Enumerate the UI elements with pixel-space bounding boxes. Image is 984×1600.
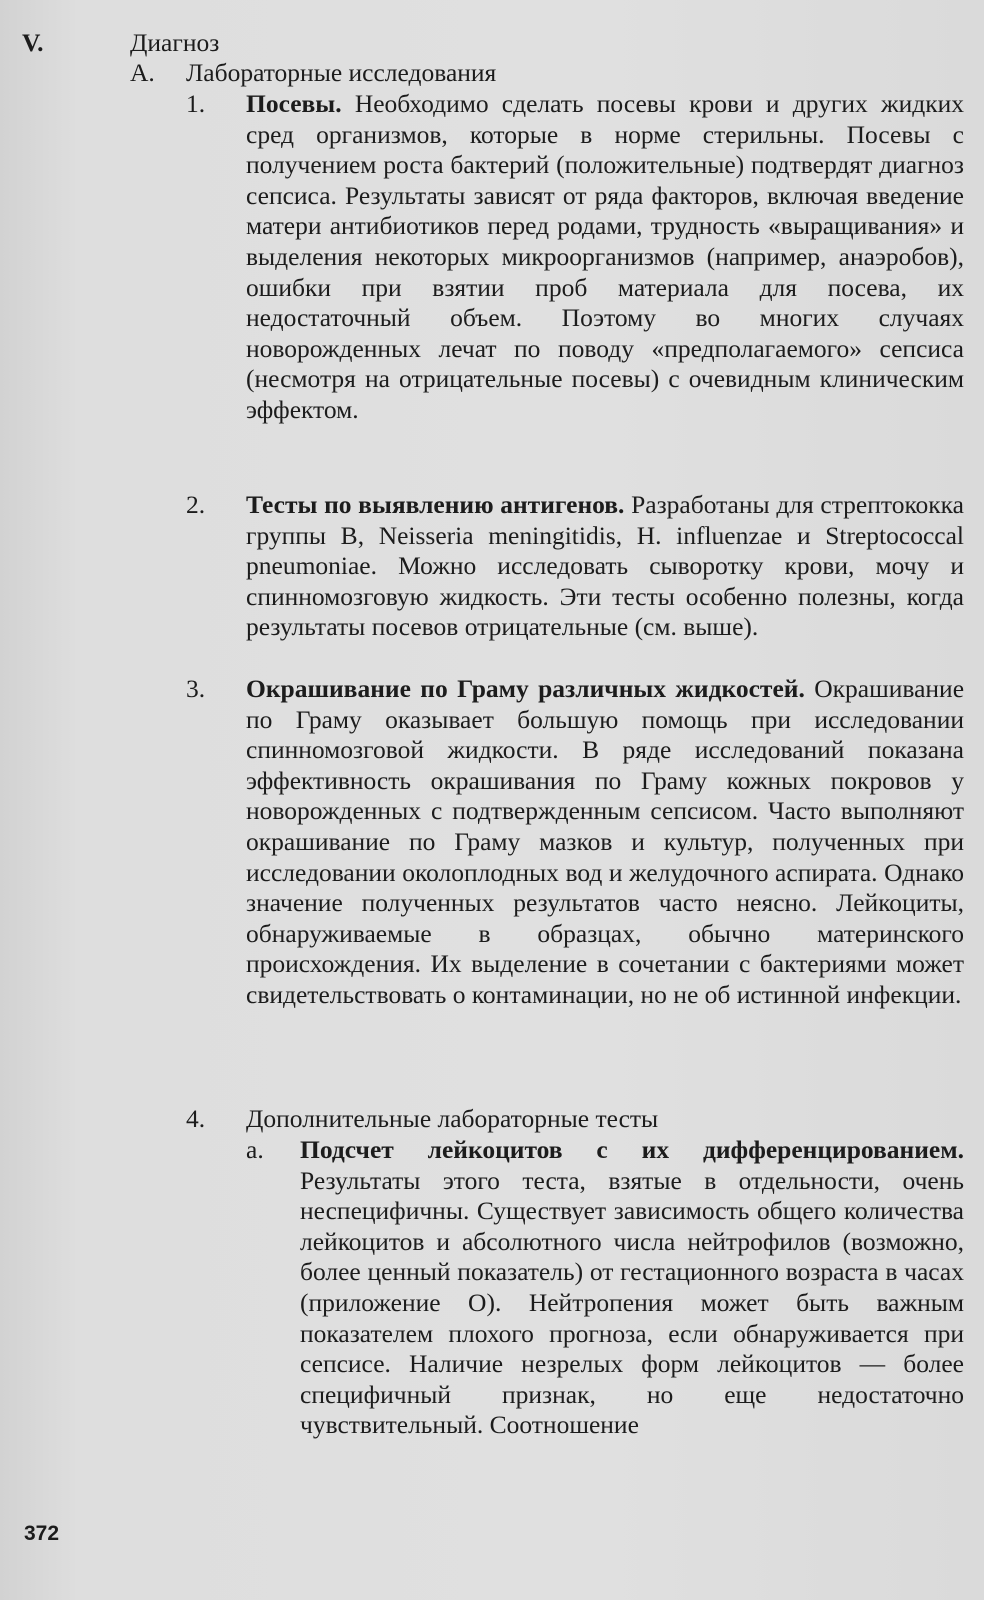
item-1-text: Необходимо сделать посевы крови и других жидких сред организмов, которые в норме стерильны. Посевы с получением роста бактерий (положительные) подтвердят диагноз сепсиса. Результаты зависят от ряда факторов, включая введение матери антибиотиков перед родами, трудность «выращивания» и выделения некоторых микроорганизмов (например, анаэробов), ошибки при взятии проб материала для посева, их недостаточный объем. Поэтому во многих случаях новорожденных лечат по поводу «предполагаемого» сепсиса (несмотря на отрицательные посевы) с очевидным клиническим эффектом. [246,89,965,424]
item-1-number: 1. [186,89,206,118]
item-1-paragraph [246,89,964,426]
section-title: Диагноз [130,28,220,57]
section-number: V. [22,28,44,57]
item-2-text: Разработаны для стрептококка группы В, Neisseria meningitidis, H. influenzae и Streptococcal pneumoniae. Можно исследовать сыворотку крови, мочу и спинномозговую жидкость. Эти тесты особенно полезны, когда результаты посевов отрицательные (см. выше). [246,490,964,642]
page-number: 372 [24,1522,60,1545]
item-2-paragraph [246,490,964,643]
subsection-letter: A. [130,58,155,87]
item-3-lead: Окрашивание по Граму различных жидкостей. [246,674,805,703]
item-3-number: 3. [186,674,206,703]
item-3-text: Окрашивание по Граму оказывает большую помощь при исследовании спинномозговой жидкости. В ряде исследований показана эффективность окрашивания по Граму кожных покровов у новорожденных с подтвержденным сепсисом. Часто выполняют окрашивание по Граму мазков и культур, полученных при исследовании околоплодных вод и желудочного аспирата. Однако значение полученных результатов часто неясно. Лейкоциты, обнаруживаемые в образцах, обычно материнского происхождения. Их выделение в сочетании с бактериями может свидетельствовать о контаминации, но не об истинной инфекции. [246,674,965,1009]
item-1-lead: Посевы. [246,89,342,118]
item-4-title: Дополнительные лабораторные тесты [246,1104,659,1133]
item-4-number: 4. [186,1104,206,1133]
item-2-lead: Тесты по выявлению антигенов. [246,490,625,519]
item-3-paragraph [246,674,964,1011]
item-4a-lead: Подсчет лейкоцитов с их дифференцированием. [300,1135,964,1164]
item-4a-letter: a. [246,1135,264,1164]
item-4a-text: Результаты этого теста, взятые в отдельности, очень неспецифичны. Существует зависимость общего количества лейкоцитов и абсолютного числа нейтрофилов (возможно, более ценный показатель) от гестационного возраста в часах (приложение О). Нейтропения может быть важным показателем плохого прогноза, если обнаруживается при сепсисе. Наличие незрелых форм лейкоцитов — более специфичный признак, но еще недостаточно чувствительный. Соотношение [300,1165,964,1440]
subsection-title: Лабораторные исследования [186,58,497,87]
item-2-number: 2. [186,490,206,519]
item-4a-paragraph [300,1135,964,1441]
